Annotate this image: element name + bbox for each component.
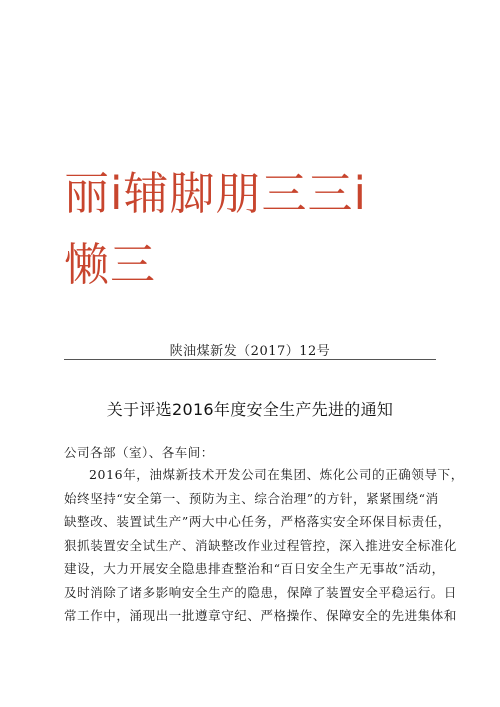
masthead-line-2: 懒三 bbox=[64, 238, 157, 291]
body-line: 狠抓装置安全试生产、消缺整改作业过程管控，深入推进安全标准化 bbox=[64, 537, 458, 553]
body-line: 常工作中，涌现出一批遵章守纪、严格操作、保障安全的先进集体和 bbox=[64, 608, 458, 623]
header-divider bbox=[64, 359, 436, 360]
body-line: 建设，大力开展安全隐患排查整治和“百日安全生产无事故”活动， bbox=[64, 561, 445, 576]
body-paragraph bbox=[64, 463, 464, 628]
masthead-line-1: 丽i辅脚朋三三i bbox=[64, 167, 368, 220]
body-line: 2016年，油煤新技术开发公司在集团、炼化公司的正确领导下， bbox=[89, 467, 464, 482]
red-masthead bbox=[64, 158, 444, 300]
body-line: 及时消除了诸多影响安全生产的隐患，保障了装置安全平稳运行。日 bbox=[64, 584, 458, 600]
document-number: 陕油煤新发（2017）12号 bbox=[169, 344, 331, 359]
document-title: 关于评选2016年度安全生产先进的通知 bbox=[106, 400, 394, 419]
body-line: 缺整改、装置试生产”两大中心任务，严格落实安全环保目标责任， bbox=[64, 514, 451, 529]
salutation: 公司各部（室）、各车间： bbox=[64, 445, 214, 460]
body-line: 始终坚持“安全第一、预防为主、综合治理”的方针，紧紧围绕“消 bbox=[64, 490, 439, 506]
